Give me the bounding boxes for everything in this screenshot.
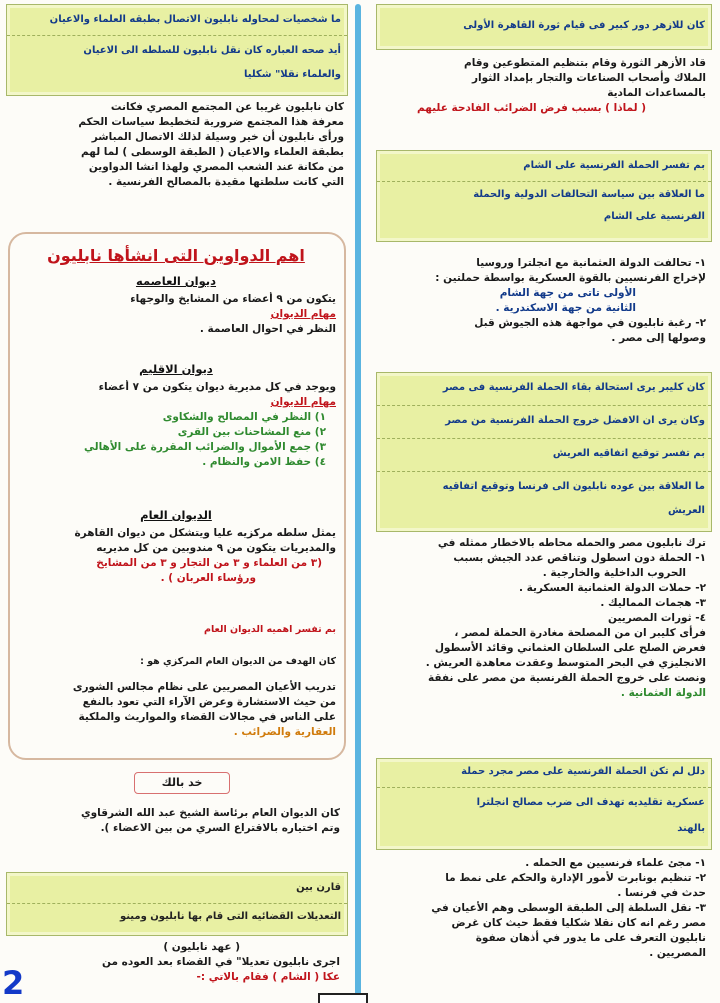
text-line: يمثل سلطه مركزيه عليا ويتشكل من ديوان القاهرة [74, 527, 336, 539]
text-line: بالمساعدات المادية [607, 87, 706, 99]
text-line: ١- الحملة دون اسطول وتناقص عدد الجيش بسبب [453, 552, 706, 564]
question-text: قارن بين [7, 873, 347, 904]
text-line: ويوجد في كل مديرية ديوان يتكون من ٧ أعضاء [98, 381, 336, 393]
text-line: وتم اختياره بالاقتراع السري من بين الاعضاء ). [100, 822, 340, 834]
question-importance: بم تفسر اهميه الديوان العام [204, 624, 336, 635]
question-text: بم تفسر توقيع اتفاقيه العريش [377, 439, 711, 472]
text-line: يتكون من ٩ أعضاء من المشايخ والوجهاء [130, 293, 336, 305]
text-line: ١- تحالفت الدولة العثمانية مع انجلترا وروسيا [476, 257, 706, 269]
napoleon-era-text [36, 940, 340, 985]
text-line: وصولها إلى مصر . [611, 332, 706, 344]
question-box-sham [376, 150, 712, 242]
text-line: قاد الأزهر الثورة وقام بتنظيم المتطوعين وقام [464, 57, 706, 69]
question-text: أيد صحه العباره كان نقل نابليون للسلطه الى الاعيان [83, 45, 341, 56]
text-line: كان نابليون غريبا عن المجتمع المصري فكانت [110, 101, 344, 113]
left-column [6, 0, 348, 1003]
text-line: الحروب الداخلية والخارجية . [542, 567, 686, 579]
text-line: الملاك وأصحاب الصناعات والتجار بإمداد الثوار [472, 72, 706, 84]
question-text: وكان يرى ان الافضل خروج الحملة الفرنسية من مصر [377, 406, 711, 439]
region-diwan-title: ديوان الاقليم [139, 362, 213, 376]
question-box-azhar [376, 4, 712, 50]
right-column [372, 0, 712, 1003]
general-diwan-title: الديوان العام [140, 508, 212, 522]
text-line: ونصت على خروج الحملة الفرنسية من مصر على نفقة [428, 672, 706, 684]
answer-notables [12, 100, 344, 190]
text-line: معرفة هذا المجتمع ضرورية لتخطيط سياسات الحكم [78, 116, 344, 128]
text-line: مصر رغم انه كان نقلا شكليا فقط حيث كان غرض [451, 917, 706, 929]
note-text [20, 806, 340, 836]
text-line: ٢) منع المشاحنات بين القرى [177, 426, 326, 438]
answer-sham [380, 256, 706, 346]
question-text: الفرنسية على الشام [603, 211, 705, 222]
question-box-campaign [376, 758, 712, 850]
text-line: ٤) حفظ الامن والنظام . [202, 456, 326, 468]
question-text: ما شخصيات لمحاوله نابليون الاتصال بطبقه العلماء والاعيان [7, 5, 347, 36]
text-line: الدولة العثمانية . [620, 687, 706, 699]
question-text: ما العلاقة بين سياسة التحالفات الدولية والحملة [473, 189, 705, 200]
page-number: 2 [2, 964, 25, 1002]
general-diwan-text [20, 526, 336, 586]
text-line: ٢- تنظيم بونابرت لأمور الإدارة والحكم على نمط ما [445, 872, 706, 884]
question-text: كان كليبر يرى استحالة بقاء الحملة الفرنسية فى مصر [377, 373, 711, 406]
text-line: فرأى كليبر ان من المصلحة مغادرة الحملة لمصر ، [454, 627, 706, 639]
question-text: العريش [668, 505, 705, 516]
text-line: ترك نابليون مصر والحمله محاطه بالاخطار ممثله في [437, 537, 706, 549]
text-line: الانجليزي في البحر المتوسط وعقدت معاهدة العريش . [425, 657, 706, 669]
question-text: بم تفسر الحملة الفرنسية على الشام [377, 151, 711, 182]
answer-kleber [380, 536, 706, 701]
text-line: ٣- هجمات المماليك . [600, 597, 706, 609]
text-line: عكا ( الشام ) فقام بالاتي :- [196, 971, 340, 983]
text-line: الأولى تاتى من جهة الشام [499, 287, 636, 299]
capital-diwan-title: ديوان العاصمه [135, 274, 217, 288]
text-line: لإخراج الفرنسيين بالقوة العسكرية بواسطة حملتين : [435, 272, 706, 284]
text-line: ١) النظر في المصالح والشكاوى [162, 411, 326, 423]
text-line: مهام الديوان [270, 308, 336, 320]
question-text: والعلماء نقلا" شكليا [244, 69, 341, 80]
text-line: فعرض الصلح على السلطان العثماني وقائد الأسطول [434, 642, 706, 654]
text-line: من مكانة عند الشعب المصري ولهذا انشا الدواوين [88, 161, 344, 173]
question-text: دلل لم تكن الحملة الفرنسية على مصر مجرد حملة [377, 759, 711, 788]
question-text: كان للازهر دور كبير فى قيام ثورة القاهرة الأولى [463, 20, 705, 31]
text-line: والمديريات يتكون من ٩ مندوبين من كل مديريه [96, 542, 336, 554]
question-text: بالهند [677, 823, 705, 834]
text-line: التي كانت سلطتها مقيدة بالمصالح الفرنسية . [108, 176, 344, 188]
text-line: ٣) جمع الأموال والضرائب المقررة على الأهالي [84, 441, 326, 453]
question-text: عسكرية تقليديه تهدف الى ضرب مصالح انجلترا [476, 797, 705, 808]
text-line: ٢- رغبة نابليون في مواجهة هذه الجيوش قبل [474, 317, 706, 329]
text-line: تدريب الأعيان المصريين على نظام مجالس الشورى [72, 681, 336, 693]
text-line: حدث في فرنسا . [617, 887, 706, 899]
text-line: ( لماذا ) بسبب فرض الضرائب الفادحة عليهم [416, 102, 646, 114]
question-text: ما العلاقة بين عوده نابليون الى فرنسا وتوقيع اتفاقيه [442, 481, 705, 492]
note-label: خد بالك [161, 776, 203, 789]
text-line: (٣ من العلماء و ٣ من التجار و ٣ من المشايخ [96, 557, 322, 569]
question-box-kleber [376, 372, 712, 532]
text-line: ورأى نابليون أن خير وسيلة لذلك الاتصال المباشر [91, 131, 344, 143]
text-line: نابليون التعرف على ما يدور في أذهان صفوة [475, 932, 706, 944]
text-line: كان الديوان العام برئاسة الشيخ عبد الله الشرقاوي [81, 807, 340, 819]
capital-diwan-text [20, 292, 336, 337]
text-line: ٤- ثورات المصريين [608, 612, 706, 624]
goal-text [20, 680, 336, 740]
text-line: ١- مجئ علماء فرنسيين مع الحمله . [525, 857, 706, 869]
text-line: اجرى نابليون تعديلا" في القضاء بعد العوده من [102, 956, 340, 968]
text-line: ٣- نقل السلطة إلى الطبقة الوسطى وهم الأعيان في [431, 902, 706, 914]
question-text: التعديلات القضائيه التى قام بها نابليون ومينو [119, 911, 341, 922]
text-line: المصريين . [649, 947, 706, 959]
text-line: ٢- حملات الدولة العثمانية العسكرية . [518, 582, 706, 594]
question-goal: كان الهدف من الديوان العام المركزي هو : [140, 656, 336, 667]
text-line: مهام الديوان [270, 396, 336, 408]
compare-box [6, 872, 348, 936]
text-line: الثانية من جهة الاسكندرية . [495, 302, 636, 314]
text-line: النظر في احوال العاصمة . [199, 323, 336, 335]
diwan-title: اهم الدواوين التى انشأها نابليون [47, 246, 305, 265]
column-divider [355, 4, 361, 999]
region-diwan-text [20, 380, 336, 470]
answer-azhar [380, 56, 706, 116]
text-line: ورؤساء العربان ) . [160, 572, 256, 584]
note-badge [134, 772, 230, 794]
text-line: العقارية والضرائب . [233, 726, 336, 738]
bottom-tab-marker [318, 993, 368, 1003]
question-box-notables [6, 4, 348, 96]
text-line: بطبقة العلماء والاعيان ( الطبقة الوسطى ) لما لهم [81, 146, 344, 158]
answer-campaign [380, 856, 706, 961]
text-line: ( عهد نابليون ) [163, 941, 240, 953]
text-line: من حيث الاستشارة وعرض الآراء التي تعود بالنفع [82, 696, 336, 708]
text-line: على الناس في مجالات القضاء والمواريث والملكية [78, 711, 336, 723]
